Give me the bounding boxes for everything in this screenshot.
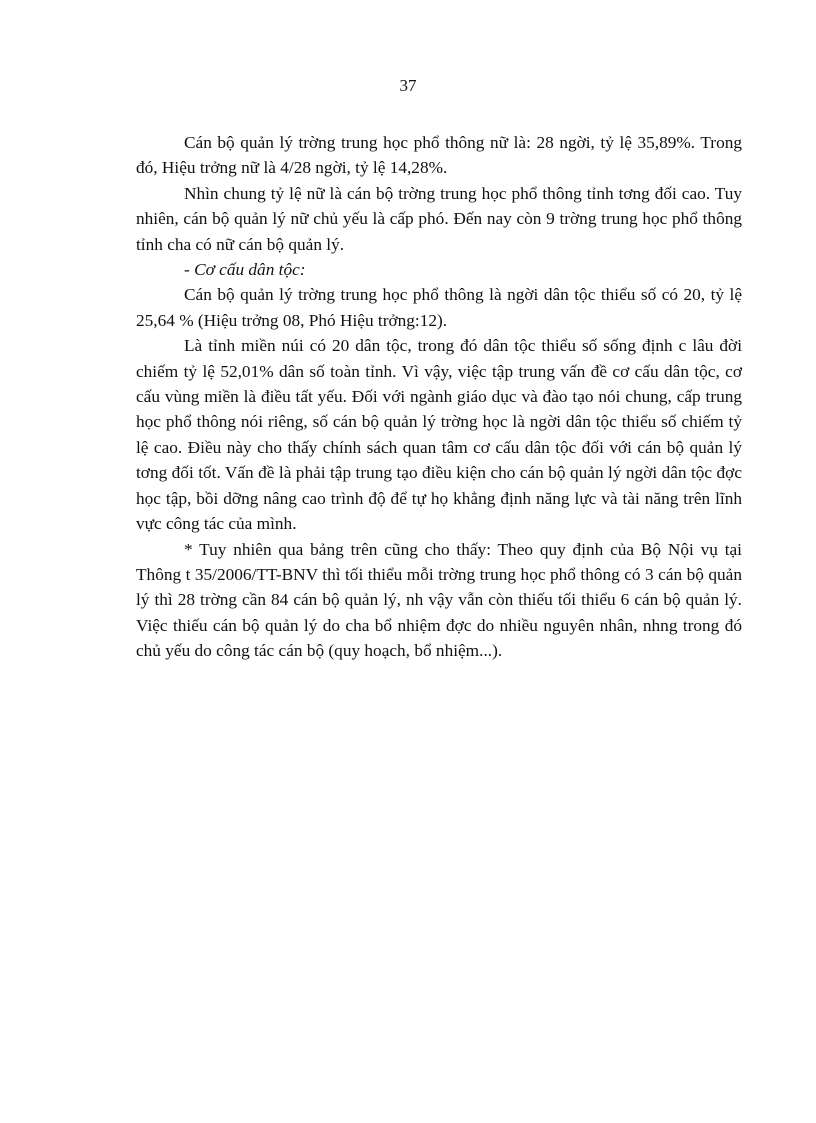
paragraph-staff-shortage: * Tuy nhiên qua bảng trên cũng cho thấy: Theo quy định của Bộ Nội vụ tại Thông t 35/2006/TT-BNV thì tối thiểu mỗi trờng trung học phổ thông có 3 cán bộ quản lý thì 28 trờng cần 84 cán bộ quản lý, nh vậy vẫn còn thiếu tối thiểu 6 cán bộ quản lý. Việc thiếu cán bộ quản lý do cha bổ nhiệm đợc do nhiều nguyên nhân, nhng trong đó chủ yếu do công tác cán bộ (quy hoạch, bổ nhiệm...). [136, 539, 742, 661]
section-heading-ethnic-structure: - Cơ cấu dân tộc: [184, 260, 306, 280]
paragraph-ethnic-minority-staff: Cán bộ quản lý trờng trung học phổ thông là ngời dân tộc thiểu số có 20, tỷ lệ 25,64 % (Hiệu trởng 08, Phó Hiệu trởng:12). [136, 285, 742, 330]
paragraph-female-principals: Cán bộ quản lý trờng trung học phổ thông nữ là: 28 ngời, tỷ lệ 35,89%. Trong đó, Hiệu trởng nữ là 4/28 ngời, tỷ lệ 14,28%. [136, 133, 742, 178]
page-number: 37 [399, 76, 417, 95]
paragraph-female-ratio-overview: Nhìn chung tỷ lệ nữ là cán bộ trờng trung học phổ thông tỉnh tơng đối cao. Tuy nhiên, cán bộ quản lý nữ chủ yếu là cấp phó. Đến nay còn 9 trờng trung học phổ thông tỉnh cha có nữ cán bộ quản lý. [136, 183, 742, 254]
paragraph-mountain-province: Là tỉnh miền núi có 20 dân tộc, trong đó dân tộc thiểu số sống định c lâu đời chiếm tỷ lệ 52,01% dân số toàn tỉnh. Vì vậy, việc tập trung vấn đề cơ cấu dân tộc, cơ cấu vùng miền là điều tất yếu. Đối với ngành giáo dục và đào tạo nói chung, cấp trung học phổ thông nói riêng, số cán bộ quản lý trờng học là ngời dân tộc thiểu số chiếm tỷ lệ cao. Điều này cho thấy chính sách quan tâm cơ cấu dân tộc đối với cán bộ quản lý tơng đối tốt. Vấn đề là phải tập trung tạo điều kiện cho cán bộ quản lý ngời dân tộc đợc học tập, bồi dỡng nâng cao trình độ để tự họ khẳng định năng lực và tài năng trên lĩnh vực công tác của mình. [136, 336, 742, 534]
document-body [136, 130, 742, 664]
